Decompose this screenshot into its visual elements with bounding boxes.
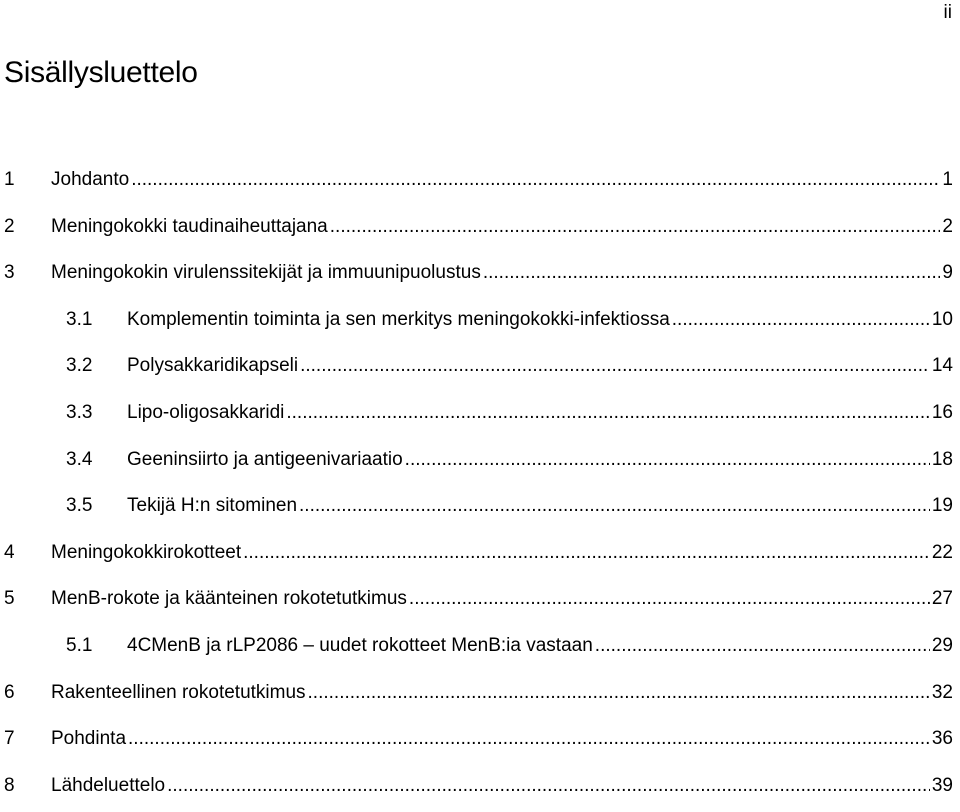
toc-entry-3-2[interactable] bbox=[0, 346, 960, 393]
toc-entry-page: 9 bbox=[942, 262, 953, 284]
toc-dot-leader bbox=[405, 440, 930, 480]
toc-entry-page: 19 bbox=[931, 495, 953, 517]
toc-entry-page: 39 bbox=[931, 774, 953, 796]
toc-entry-number: 7 bbox=[4, 728, 15, 750]
toc-list bbox=[0, 160, 960, 812]
toc-entry-3-5[interactable] bbox=[0, 486, 960, 533]
toc-entry-number: 3.1 bbox=[66, 308, 93, 330]
toc-entry-5[interactable] bbox=[0, 579, 960, 626]
toc-dot-leader bbox=[672, 300, 930, 340]
toc-dot-leader bbox=[167, 766, 930, 806]
toc-entry-number: 3.3 bbox=[66, 401, 93, 423]
toc-dot-leader bbox=[595, 626, 930, 666]
toc-entry-page: 27 bbox=[931, 588, 953, 610]
toc-dot-leader bbox=[286, 393, 929, 433]
toc-dot-leader bbox=[300, 346, 930, 386]
toc-entry-3-4[interactable] bbox=[0, 440, 960, 487]
toc-entry-8[interactable] bbox=[0, 766, 960, 812]
toc-title: Sisällysluettelo bbox=[4, 56, 198, 89]
toc-entry-7[interactable] bbox=[0, 719, 960, 766]
toc-entry-title: Tekijä H:n sitominen bbox=[127, 495, 298, 517]
toc-entry-page: 16 bbox=[931, 401, 953, 423]
toc-entry-page: 18 bbox=[931, 448, 953, 470]
toc-entry-3-3[interactable] bbox=[0, 393, 960, 440]
toc-entry-title: Komplementin toiminta ja sen merkitys meningokokki-infektiossa bbox=[127, 308, 670, 330]
toc-entry-title: Lähdeluettelo bbox=[51, 774, 166, 796]
toc-entry-title: MenB-rokote ja käänteinen rokotetutkimus bbox=[51, 588, 407, 610]
toc-entry-number: 5 bbox=[4, 588, 15, 610]
toc-entry-number: 2 bbox=[4, 215, 15, 237]
toc-entry-number: 3.5 bbox=[66, 495, 93, 517]
toc-entry-1[interactable] bbox=[0, 160, 960, 207]
toc-dot-leader bbox=[131, 160, 940, 200]
toc-entry-number: 3.2 bbox=[66, 355, 93, 377]
toc-entry-title: Geeninsiirto ja antigeenivariaatio bbox=[127, 448, 403, 470]
toc-entry-title: Rakenteellinen rokotetutkimus bbox=[51, 681, 306, 703]
toc-entry-title: Lipo-oligosakkaridi bbox=[127, 401, 285, 423]
toc-dot-leader bbox=[243, 533, 930, 573]
toc-entry-number: 5.1 bbox=[66, 634, 93, 656]
toc-entry-page: 32 bbox=[931, 681, 953, 703]
toc-entry-3-1[interactable] bbox=[0, 300, 960, 347]
toc-entry-3[interactable] bbox=[0, 253, 960, 300]
toc-dot-leader bbox=[299, 486, 930, 526]
toc-dot-leader bbox=[308, 673, 930, 713]
toc-entry-title: Meningokokki taudinaiheuttajana bbox=[51, 215, 328, 237]
toc-entry-number: 8 bbox=[4, 774, 15, 796]
toc-entry-title: Pohdinta bbox=[51, 728, 127, 750]
toc-entry-title: Johdanto bbox=[51, 169, 130, 190]
toc-entry-title: Polysakkaridikapseli bbox=[127, 355, 299, 377]
toc-entry-page: 1 bbox=[942, 169, 953, 190]
toc-entry-title: Meningokokin virulenssitekijät ja immuunipuolustus bbox=[51, 262, 481, 284]
toc-entry-page: 29 bbox=[931, 634, 953, 656]
page-number: ii bbox=[943, 2, 952, 23]
toc-entry-2[interactable] bbox=[0, 207, 960, 254]
toc-entry-number: 3.4 bbox=[66, 448, 93, 470]
toc-dot-leader bbox=[483, 253, 941, 293]
toc-entry-number: 4 bbox=[4, 541, 15, 563]
toc-dot-leader bbox=[330, 207, 941, 247]
toc-entry-page: 14 bbox=[931, 355, 953, 377]
toc-entry-6[interactable] bbox=[0, 673, 960, 720]
toc-entry-5-1[interactable] bbox=[0, 626, 960, 673]
toc-entry-page: 10 bbox=[931, 308, 953, 330]
toc-dot-leader bbox=[128, 719, 930, 759]
toc-entry-page: 22 bbox=[931, 541, 953, 563]
toc-dot-leader bbox=[409, 579, 930, 619]
toc-entry-page: 36 bbox=[931, 728, 953, 750]
toc-entry-page: 2 bbox=[942, 215, 953, 237]
toc-entry-number: 1 bbox=[4, 169, 15, 190]
toc-entry-number: 3 bbox=[4, 262, 15, 284]
toc-entry-title: Meningokokkirokotteet bbox=[51, 541, 242, 563]
toc-entry-4[interactable] bbox=[0, 533, 960, 580]
toc-entry-number: 6 bbox=[4, 681, 15, 703]
toc-entry-title: 4CMenB ja rLP2086 – uudet rokotteet MenB:ia vastaan bbox=[127, 634, 593, 656]
